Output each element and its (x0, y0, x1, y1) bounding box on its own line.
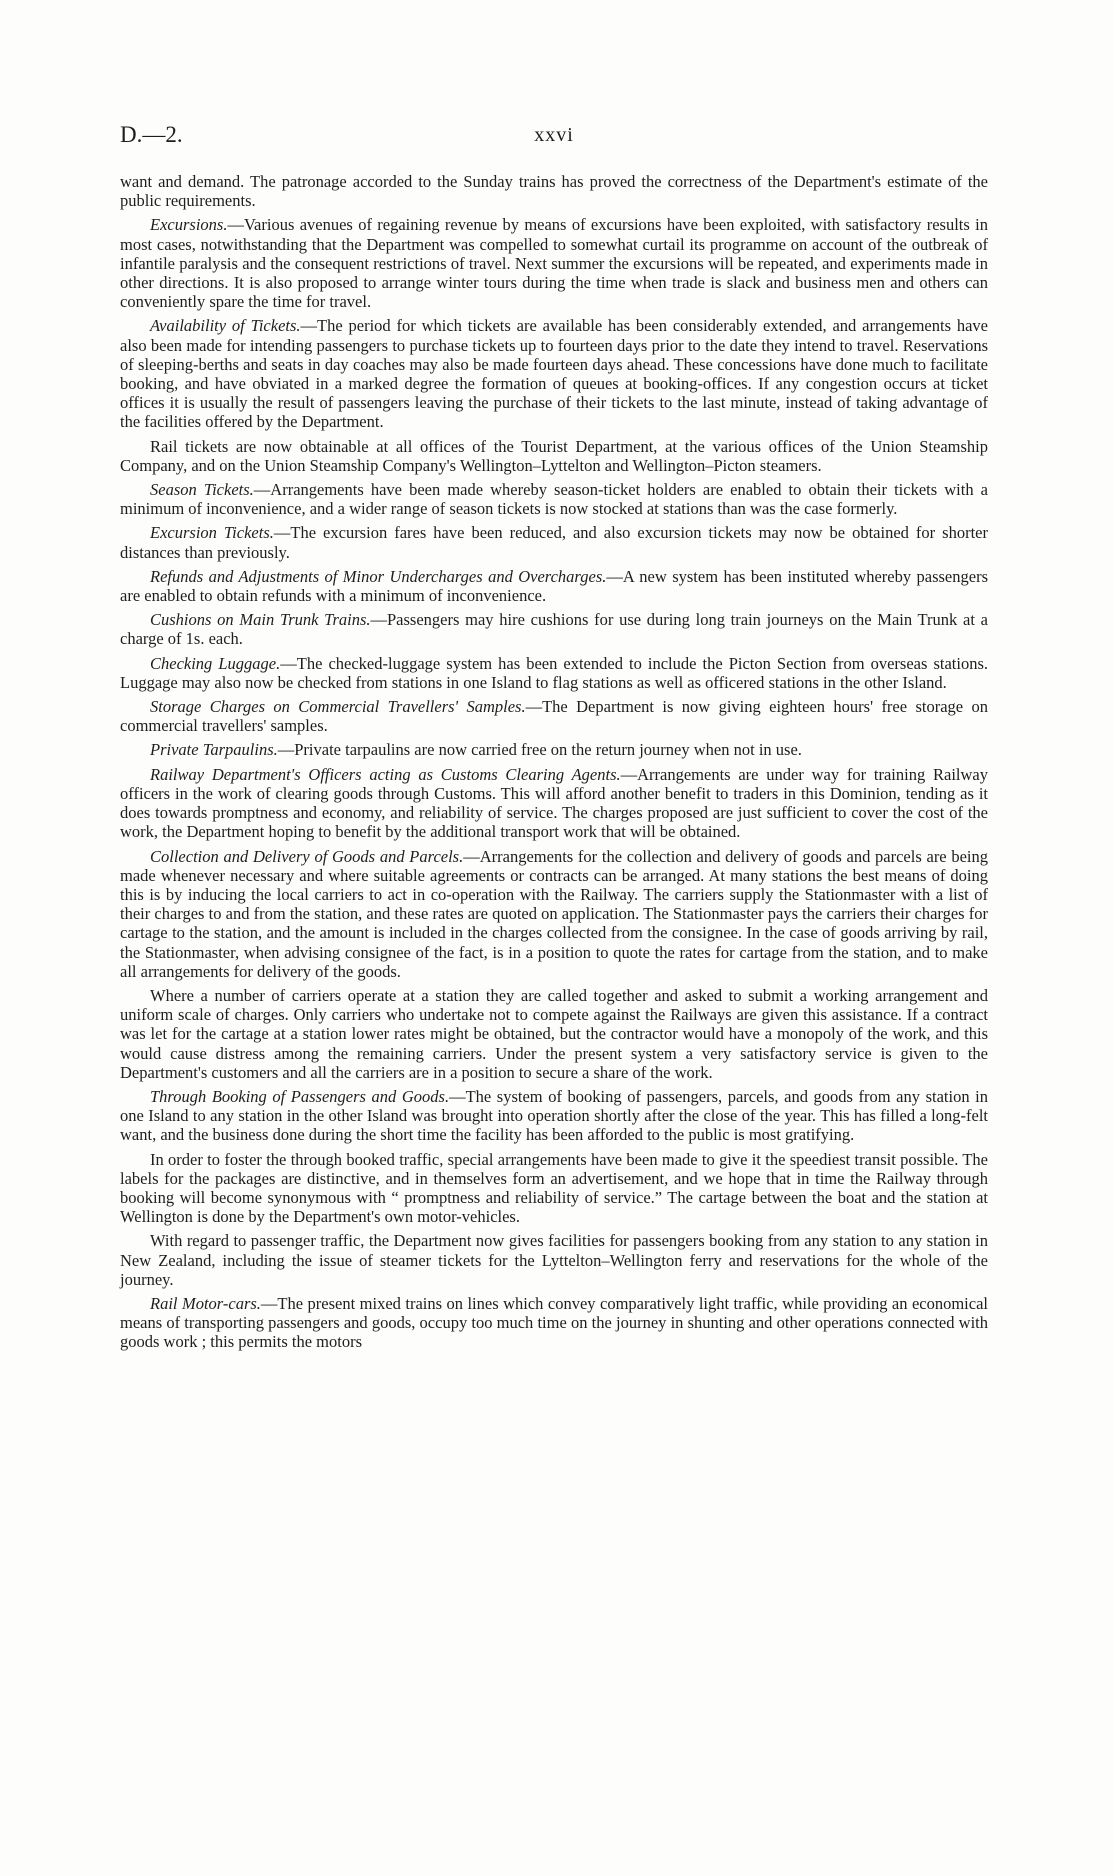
paragraph-text: In order to foster the through booked traffic, special arrangements have been made to give it the speediest transit possible. The labels for the packages are distinctive, and in themselves form an advertisement, and we hope that in time the Railway through booking will become synonymous with “ promptness and reliability of service.” The cartage between the boat and the station at Wellington is done by the Department's own motor-vehicles. (120, 1149, 988, 1227)
paragraph-heading: Private Tarpaulins. (150, 740, 278, 760)
paragraph-text: —Arrangements for the collection and delivery of goods and parcels are being made whenever necessary and where suitable agreements or contracts can be arranged. At many stations the best means of doing this is by inducing the local carriers to act in co-operation with the Railway. The carriers supply the Stationmaster with a list of their charges to and from the station, and these rates are quoted on application. The Stationmaster pays the carriers their charges for cartage to the station, and the amount is included in the charges collected from the consignee. In the case of goods arriving by rail, the Stationmaster, when advising consignee of the fact, is in a position to quote the rates for cartage from the station, and to make all arrangements for delivery of the goods. (120, 846, 989, 981)
paragraph (120, 523, 988, 561)
paragraph-text: —Private tarpaulins are now carried free on the return journey when not in use. (277, 740, 802, 760)
paragraph (120, 740, 988, 759)
paragraph-text: With regard to passenger traffic, the Department now gives facilities for passengers booking from any station to any station in New Zealand, including the issue of steamer tickets for the Lyttelton–Wellington ferry and reservations for the whole of the journey. (120, 1231, 988, 1289)
paragraph-text: —The checked-luggage system has been extended to include the Picton Section from overseas stations. Luggage may also now be checked from stations in one Island to flag stations as well as officered stations in the other Island. (120, 653, 988, 692)
paragraph-heading: Availability of Tickets. (150, 316, 301, 336)
running-header (120, 122, 988, 152)
paragraph (120, 847, 988, 981)
paragraph (120, 1087, 988, 1145)
paragraph-heading: Checking Luggage. (150, 653, 281, 673)
paragraph-text: —The period for which tickets are available has been considerably extended, and arrangements have also been made for intending passengers to purchase tickets up to fourteen days prior to the date they intend to travel. Reservations of sleeping-berths and seats in day coaches may also be made fourteen days ahead. These concessions have done much to facilitate booking, and have obviated in a marked degree the formation of queues at booking-offices. If any congestion occurs at ticket offices it is usually the result of passengers leaving the purchase of their tickets to the last minute, instead of taking advantage of the facilities offered by the Department. (120, 316, 988, 432)
paragraph (120, 567, 988, 605)
paragraph-heading: Excursion Tickets. (150, 523, 274, 543)
paragraph (120, 480, 988, 518)
paragraph (120, 654, 988, 692)
paragraph-heading: Cushions on Main Trunk Trains. (150, 610, 371, 630)
paragraph-text: —Passengers may hire cushions for use during long train journeys on the Main Trunk at a charge of 1s. each. (120, 610, 988, 649)
paragraph-heading: Excursions. (150, 215, 228, 235)
paragraph-text: —The system of booking of passengers, parcels, and goods from any station in one Island to any station in the other Island was brought into operation shortly after the close of the year. This has filled a long-felt want, and the business done during the short time the facility has been afforded to the public is most gratifying. (120, 1086, 988, 1145)
body-text (120, 172, 988, 1357)
paragraph (120, 437, 988, 475)
paragraph-text: Where a number of carriers operate at a station they are called together and asked to submit a working arrangement and uniform scale of charges. Only carriers who undertake not to compete against the Railways are given this assistance. If a contract was let for the cartage at a station lower rates might be obtained, but the contractor would have a monopoly of the work, and this would cause distress among the remaining carriers. Under the present system a very satisfactory service is given to the Department's customers and all the carriers are in a position to secure a share of the work. (120, 985, 988, 1082)
paragraph-heading: Through Booking of Passengers and Goods. (150, 1086, 450, 1106)
paragraph (120, 215, 988, 311)
paragraph (120, 610, 988, 648)
paragraph-heading: Railway Department's Officers acting as Customs Clearing Agents. (150, 764, 621, 784)
paragraph-text: —The excursion fares have been reduced, and also excursion tickets may now be obtained for shorter distances than previously. (120, 523, 988, 562)
paragraph-text: —Arrangements are under way for training Railway officers in the work of clearing goods through Customs. This will afford another benefit to traders in this Dominion, tending as it does towards promptness and economy, and reliability of service. The charges proposed are just sufficient to cover the cost of the work, the Department hoping to benefit by the additional transport work that will be obtained. (120, 764, 988, 842)
paragraph (120, 986, 988, 1082)
paragraph-heading: Refunds and Adjustments of Minor Undercharges and Overcharges. (150, 566, 607, 586)
paragraph-heading: Season Tickets. (150, 480, 254, 500)
paragraph (120, 316, 988, 431)
paragraph (120, 1231, 988, 1289)
paragraph-text: —The Department is now giving eighteen hours' free storage on commercial travellers' samples. (120, 697, 988, 736)
paragraph-text: —The present mixed trains on lines which convey comparatively light traffic, while providing an economical means of transporting passengers and goods, occupy too much time on the journey in shunting and other operations connected with goods work ; this permits the motors (120, 1293, 988, 1352)
paragraph-text: Rail tickets are now obtainable at all offices of the Tourist Department, at the various offices of the Union Steamship Company, and on the Union Steamship Company's Wellington–Lyttelton and Wellington–Picton steamers. (120, 436, 988, 475)
paper-reference: D.—2. (120, 122, 183, 147)
paragraph-text: —A new system has been instituted whereby passengers are enabled to obtain refunds with a minimum of inconvenience. (120, 566, 988, 606)
paragraph-heading: Rail Motor-cars. (150, 1293, 261, 1313)
paragraph-text: want and demand. The patronage accorded to the Sunday trains has proved the correctness of the Department's estimate of the public requirements. (120, 172, 988, 211)
paragraph (120, 1294, 988, 1352)
paragraph-text: —Arrangements have been made whereby season-ticket holders are enabled to obtain their tickets with a minimum of inconvenience, and a wider range of season tickets is now stocked at stations than was the case formerly. (120, 480, 988, 519)
paragraph-text: —Various avenues of regaining revenue by means of excursions have been exploited, with satisfactory results in most cases, notwithstanding that the Department was compelled to somewhat curtail its programme on account of the outbreak of infantile paralysis and the consequent restrictions of travel. Next summer the excursions will be repeated, and experiments made in other directions. It is also proposed to arrange winter tours during the time when trade is slack and business men and others can conveniently spare the time for travel. (120, 215, 988, 312)
paragraph (120, 697, 988, 735)
page-number: xxvi (534, 124, 574, 146)
paragraph (120, 765, 988, 842)
paragraph (120, 172, 988, 210)
paragraph-heading: Collection and Delivery of Goods and Parcels. (150, 846, 464, 866)
paragraph (120, 1150, 988, 1227)
paragraph-heading: Storage Charges on Commercial Travellers' Samples. (150, 697, 526, 717)
